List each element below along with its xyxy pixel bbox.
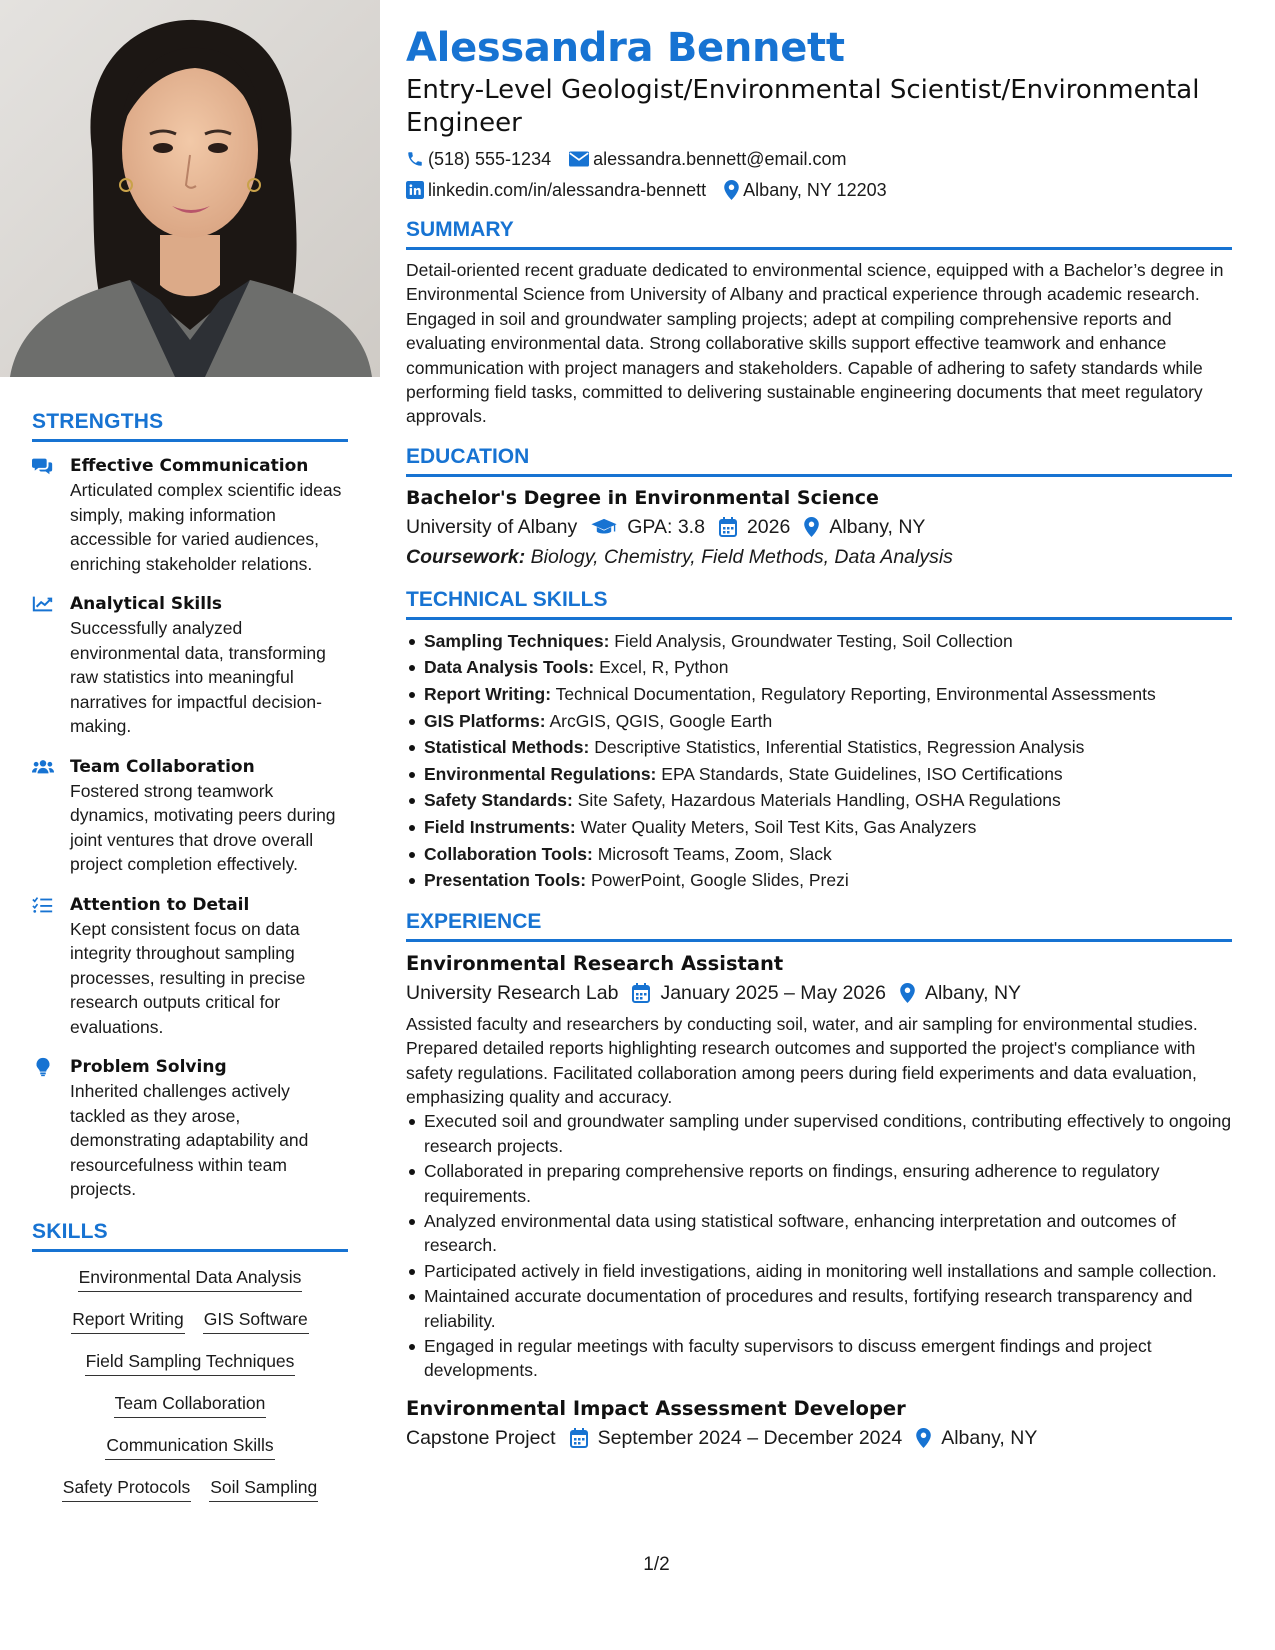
email-contact[interactable] (569, 147, 846, 171)
summary-text: Detail-oriented recent graduate dedicated to environmental science, equipped with a Bachelor’s degree in Environmental Science from University of Albany and practical experience through academic research. Engaged in soil and groundwater sampling projects; adept at compiling comprehensive reports and evaluating environmental data. Strong collaborative skills support effective teamwork and enhance communication with project managers and stakeholders. Capable of adhering to safety standards while performing field tasks, committed to delivering sustainable engineering documents that meet regulatory approvals. (406, 260, 1224, 427)
job-title: Environmental Research Assistant (406, 951, 784, 975)
summary-heading: SUMMARY (406, 218, 1232, 250)
map-marker-icon (724, 180, 739, 200)
skill-tag: Safety Protocols (62, 1474, 191, 1502)
skills-row (32, 1432, 348, 1460)
calendar-icon (570, 1428, 588, 1448)
achievement-item: Analyzed environmental data using statistical software, enhancing interpretation and outcomes of research. (406, 1209, 1232, 1258)
skill-tag: GIS Software (203, 1306, 309, 1334)
strength-item (32, 1055, 348, 1202)
skill-values: Site Safety, Hazardous Materials Handling, OSHA Regulations (577, 790, 1061, 811)
skill-category: Sampling Techniques: (424, 630, 610, 651)
education-location: Albany, NY (829, 515, 926, 538)
technical-skill-item (406, 734, 1232, 761)
graduation-cap-icon (591, 518, 617, 536)
coursework-line (406, 542, 1232, 572)
technical-skill-item (406, 867, 1232, 894)
job-meta (406, 1423, 1232, 1453)
job-description: Assisted faculty and researchers by conducting soil, water, and air sampling for environmental studies. Prepared detailed reports highlighting research outcomes and supported the project's compliance with safety regulations. Facilitated collaboration among peers during field experiments and data evaluation, emphasizing quality and accuracy. (406, 1013, 1198, 1107)
skills-row (32, 1306, 348, 1334)
profile-photo (0, 0, 380, 377)
education-heading: EDUCATION (406, 445, 1232, 477)
coursework-label: Coursework: (406, 545, 526, 568)
linkedin-contact[interactable] (406, 178, 706, 202)
job-organization: Capstone Project (406, 1426, 556, 1449)
strength-description: Articulated complex scientific ideas simply, making information accessible for varied audiences, enriching stakeholder relations. (70, 480, 342, 574)
skill-values: Water Quality Meters, Soil Test Kits, Gas Analyzers (580, 817, 977, 837)
skill-category: Field Instruments: (424, 817, 576, 837)
job-title: Environmental Impact Assessment Developer (406, 1396, 906, 1420)
technical-skill-item (406, 761, 1232, 788)
checklist-icon (32, 895, 54, 915)
school-name: University of Albany (406, 515, 578, 538)
map-marker-icon (900, 983, 915, 1003)
comments-icon (32, 456, 54, 476)
skill-values: Excel, R, Python (599, 657, 729, 678)
skill-category: Presentation Tools: (424, 870, 587, 891)
location-text: Albany, NY 12203 (743, 180, 887, 200)
skills-row (32, 1474, 348, 1502)
skills-heading: SKILLS (32, 1220, 348, 1252)
education-meta (406, 512, 1232, 542)
strength-name: Effective Communication (70, 456, 309, 476)
degree-title: Bachelor's Degree in Environmental Science (406, 486, 879, 509)
skill-tag: Communication Skills (105, 1432, 274, 1460)
envelope-icon (569, 151, 589, 167)
linkedin-icon (406, 181, 424, 199)
job-achievements (406, 1109, 1232, 1382)
phone-contact[interactable] (406, 147, 551, 171)
job-organization: University Research Lab (406, 981, 619, 1004)
experience-heading: EXPERIENCE (406, 910, 1232, 942)
email-text: alessandra.bennett@email.com (593, 149, 847, 169)
technical-skill-item (406, 841, 1232, 868)
coursework-list: Biology, Chemistry, Field Methods, Data Analysis (530, 545, 953, 568)
contact-row (406, 147, 1232, 171)
job-location: Albany, NY (941, 1426, 1038, 1449)
skill-tag: Team Collaboration (114, 1390, 267, 1418)
strength-description: Fostered strong teamwork dynamics, motivating peers during joint ventures that drove overall project completion effectively. (70, 780, 336, 874)
skill-category: Collaboration Tools: (424, 843, 593, 864)
skill-values: EPA Standards, State Guidelines, ISO Certifications (661, 763, 1063, 784)
strength-item (32, 454, 348, 576)
strengths-heading: STRENGTHS (32, 410, 348, 442)
map-marker-icon (804, 517, 819, 537)
achievement-item: Executed soil and groundwater sampling under supervised conditions, contributing effectively to ongoing research projects. (406, 1109, 1232, 1158)
technical-skill-item (406, 814, 1232, 841)
candidate-name: Alessandra Bennett (406, 25, 845, 71)
skill-values: Descriptive Statistics, Inferential Statistics, Regression Analysis (594, 737, 1085, 758)
strength-description: Kept consistent focus on data integrity throughout sampling processes, resulting in precise research outputs critical for evaluations. (70, 918, 306, 1037)
achievement-item: Maintained accurate documentation of procedures and results, fortifying research transparency and reliability. (406, 1284, 1232, 1333)
skill-category: Data Analysis Tools: (424, 657, 595, 678)
main-content (406, 24, 1232, 1453)
contact-row (406, 178, 1232, 202)
skill-values: PowerPoint, Google Slides, Prezi (590, 870, 849, 891)
technical-skill-item (406, 708, 1232, 735)
technical-skill-item (406, 654, 1232, 681)
skills-row (32, 1390, 348, 1418)
candidate-headline: Entry-Level Geologist/Environmental Scientist/Environmental Engineer (406, 75, 1200, 138)
achievement-item: Collaborated in preparing comprehensive reports on findings, ensuring adherence to regulatory requirements. (406, 1159, 1232, 1208)
skill-values: Microsoft Teams, Zoom, Slack (597, 843, 832, 864)
technical-skill-item (406, 681, 1232, 708)
skill-category: Safety Standards: (424, 790, 573, 811)
job-location: Albany, NY (924, 981, 1022, 1004)
job-dates: September 2024 – December 2024 (597, 1426, 903, 1449)
technical-skill-item (406, 787, 1232, 814)
skill-tag: Report Writing (71, 1306, 185, 1334)
map-marker-icon (916, 1428, 931, 1448)
strength-item (32, 755, 348, 877)
location-contact (724, 178, 886, 202)
strength-name: Attention to Detail (70, 894, 250, 915)
technical-skill-item (406, 628, 1232, 655)
skill-values: ArcGIS, QGIS, Google Earth (549, 710, 773, 731)
lightbulb-icon (32, 1057, 54, 1077)
calendar-icon (719, 517, 737, 537)
sidebar (0, 0, 380, 1650)
strength-name: Team Collaboration (70, 756, 255, 777)
technical-skills-list (406, 628, 1232, 894)
users-icon (32, 757, 54, 777)
strength-item (32, 893, 348, 1040)
calendar-icon (632, 983, 650, 1003)
strength-description: Successfully analyzed environmental data, transforming raw statistics into meaningful narratives for impactful decision-making. (70, 618, 326, 736)
skills-row (32, 1348, 348, 1376)
skill-tag: Field Sampling Techniques (85, 1348, 296, 1376)
skill-category: GIS Platforms: (424, 710, 546, 731)
achievement-item: Participated actively in field investigations, aiding in monitoring well installations and sample collection. (406, 1259, 1232, 1283)
line-chart-icon (32, 594, 54, 614)
skill-category: Environmental Regulations: (424, 763, 657, 784)
job-meta (406, 978, 1232, 1008)
skill-tag: Soil Sampling (209, 1474, 318, 1502)
technical-skills-heading: TECHNICAL SKILLS (406, 588, 1232, 620)
skills-row (32, 1264, 348, 1292)
achievement-item: Engaged in regular meetings with faculty supervisors to discuss emergent findings and project developments. (406, 1334, 1232, 1383)
page-number: 1/2 (643, 1554, 670, 1575)
job-dates: January 2025 – May 2026 (660, 981, 886, 1004)
skill-category: Report Writing: (424, 684, 552, 705)
phone-icon (406, 150, 424, 168)
gpa-text: GPA: 3.8 (627, 515, 705, 538)
strength-description: Inherited challenges actively tackled as they arose, demonstrating adaptability and resourcefulness within team projects. (70, 1081, 309, 1199)
skill-values: Technical Documentation, Regulatory Reporting, Environmental Assessments (555, 684, 1156, 705)
graduation-year: 2026 (746, 515, 791, 538)
strength-item (32, 592, 348, 739)
strength-name: Problem Solving (70, 1057, 227, 1077)
linkedin-text: linkedin.com/in/alessandra-bennett (428, 180, 707, 200)
phone-text: (518) 555-1234 (428, 149, 552, 169)
skill-tag: Environmental Data Analysis (78, 1264, 303, 1292)
skill-values: Field Analysis, Groundwater Testing, Soil Collection (614, 630, 1013, 651)
strength-name: Analytical Skills (70, 594, 223, 614)
skill-category: Statistical Methods: (424, 737, 590, 758)
